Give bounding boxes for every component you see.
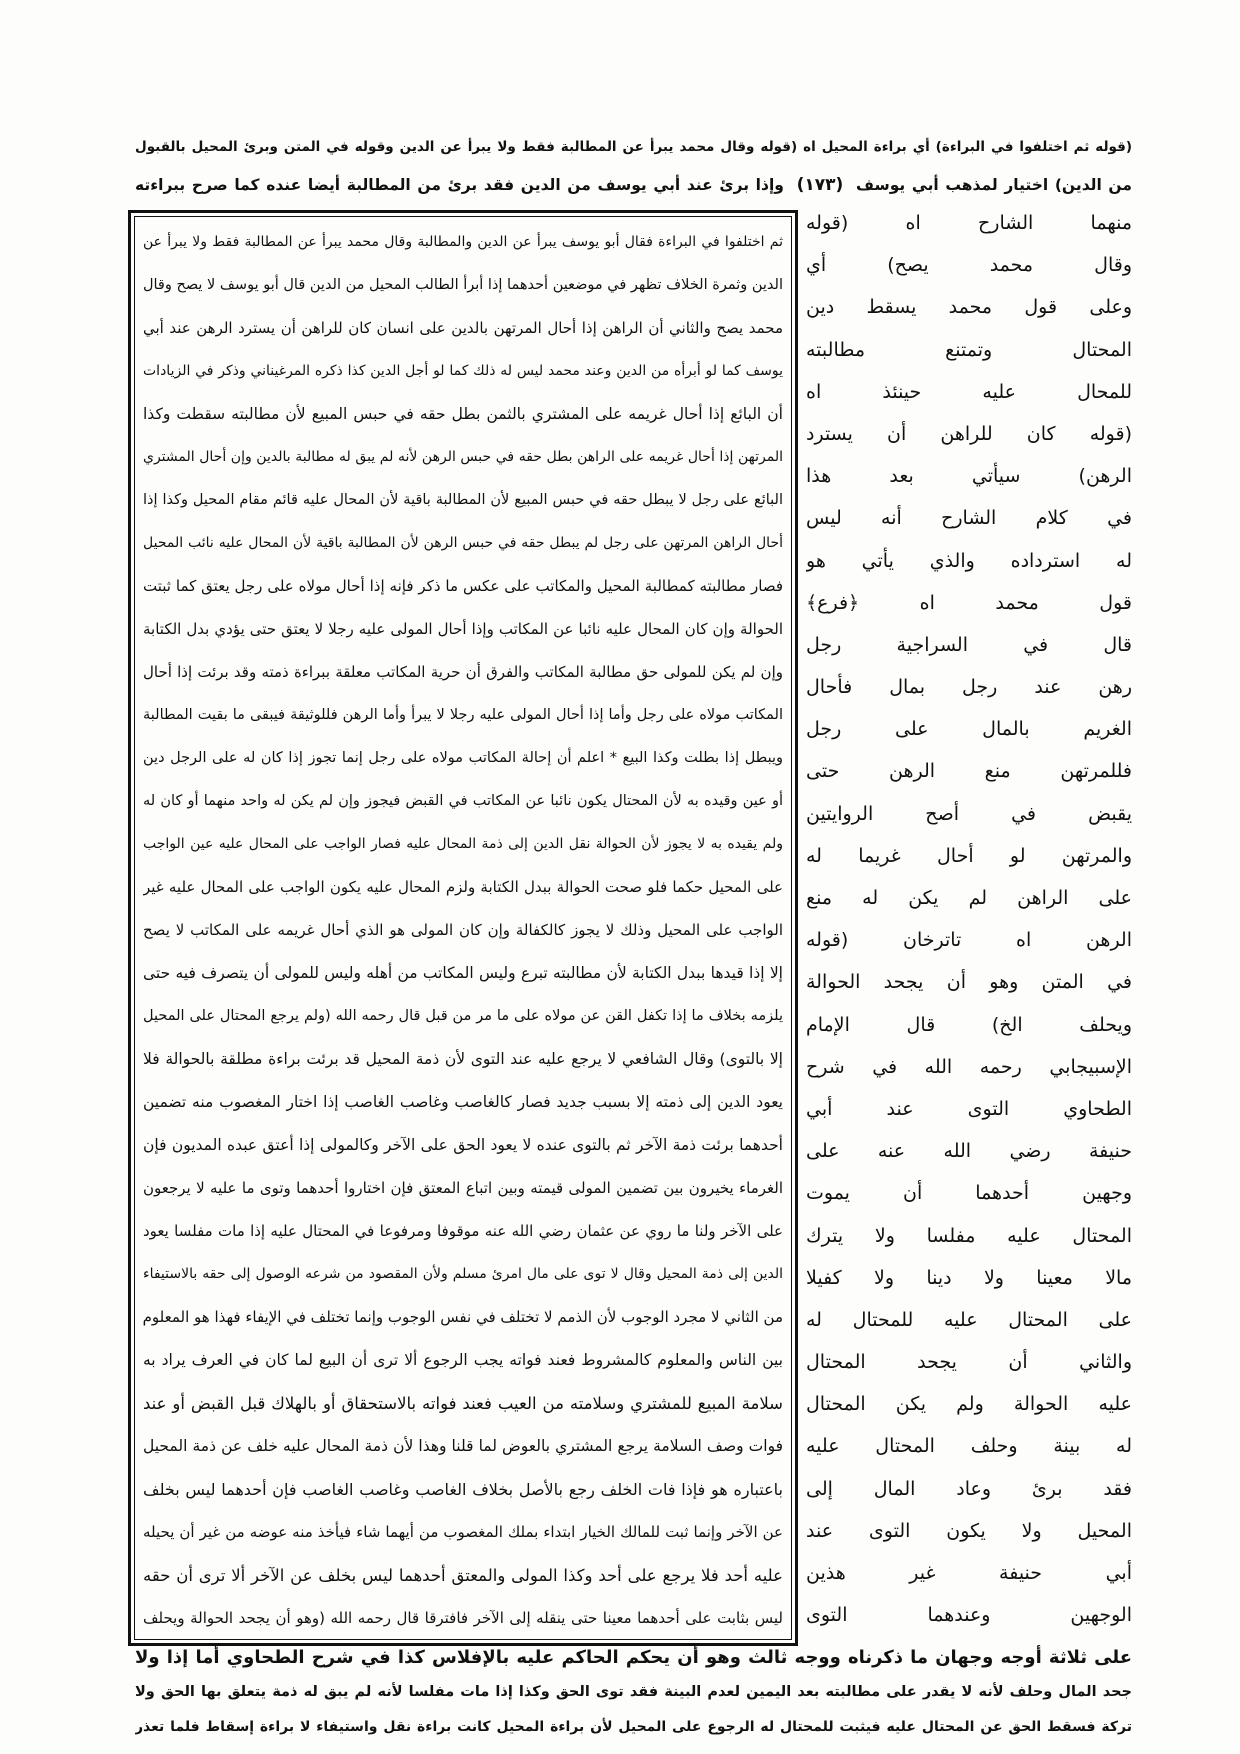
margin-note-line: للمحال عليه حينئذ اه: [806, 380, 1132, 403]
main-text-line: يلزمه بخلاف ما إذا تكفل القن عن مولاه على ما مر من قبل قال رحمه الله (ولم يرجع المحتال على المحيل: [143, 1008, 783, 1024]
main-text-line: ليس بثابت على أحدهما معينا حتى ينقله إلى الآخر فافترقا قال رحمه الله (وهو أن يجحد الحوالة ويحلف: [143, 1609, 783, 1627]
margin-note-line: رهن عند رجل بمال فأحال: [806, 676, 1132, 699]
margin-note-line: له استرداده والذي يأتي هو: [806, 549, 1132, 572]
margin-note-line: الرهن) سيأتي بعد هذا: [806, 465, 1132, 488]
main-text-line: يعود الدين إلى ذمته إلا بسبب جديد فصار كالغاصب وغاصب الغاصب إذا اختار المغصوب منه تضمين: [143, 1093, 783, 1111]
main-text-line: عن الآخر وإنما ثبت للمالك الخيار ابتداء بملك المغصوب من أيهما شاء فيأخذ منه عوضه من غير أن يحيله: [143, 1523, 783, 1541]
header-line-part: من الدين) اختيار لمذهب أبي يوسف: [856, 176, 1132, 194]
footer-note-line: على ثلاثة أوجه وجهان ما ذكرناه ووجه ثالث وهو أن يحكم الحاكم عليه بالإفلاس كذا في شرح الطحاوي أما إذا ولا: [135, 1647, 1132, 1668]
margin-note-line: عليه الحوالة ولم يكن المحتال: [806, 1393, 1132, 1416]
main-text-inner-frame: [134, 216, 792, 1640]
main-text-line: الدين إلى ذمة المحيل وقال لا توى على مال امرئ مسلم ولأن المقصود من شرعه الوصول إلى حقه بالاستيفاء: [143, 1266, 783, 1282]
main-text-line: ثم اختلفوا في البراءة فقال أبو يوسف يبرأ عن الدين والمطالبة وقال محمد يبرأ عن المطالبة فقط ولا يبرأ عن: [143, 234, 783, 250]
margin-note-line: (قوله كان للراهن أن يسترد: [806, 422, 1132, 445]
margin-note-line: وعلى قول محمد يسقط دين: [806, 296, 1132, 319]
main-text-line: من الثاني لا مجرد الوجوب لأن الذمم لا تختلف في نفس الوجوب وإنما تختلف في الإيفاء فهذا هو المعلوم: [143, 1308, 783, 1326]
main-text-box: [128, 210, 798, 1646]
main-text-line: البائع على رجل لا يبطل حقه في حبس المبيع لأن المطالبة باقية لأن المحال عليه قائم مقام المحيل وكذا إذا: [143, 492, 783, 508]
margin-note-line: الوجهين وعندهما التوى: [806, 1604, 1132, 1627]
margin-note-line: الغريم بالمال على رجل: [806, 718, 1132, 741]
margin-note-line: المحيل ولا يكون التوى عند: [806, 1519, 1132, 1542]
main-text-line: فوات وصف السلامة يرجع المشتري بالعوض لما قلنا وهذا لأن ذمة المحال عليه خلف عن ذمة المحيل: [143, 1437, 783, 1455]
margin-note-line: وجهين أحدهما أن يموت: [806, 1182, 1132, 1205]
main-text-line: الغرماء يخيرون بين تضمين المولى قيمته وبين اتباع المعتق فإن اختاروا أحدهما وتوى ما عليه لا يرجعون: [143, 1179, 783, 1197]
margin-note-line: منهما الشارح اه (قوله: [806, 212, 1132, 234]
margin-note-line: وقال محمد يصح) أي: [806, 254, 1132, 277]
main-text-line: أحدهما برئت ذمة الآخر ثم بالتوى عنده لا يعود الحق على الآخر وكالمولى إذا أعتق عبده المديون فإن: [143, 1136, 783, 1154]
main-text-line: المرتهن إذا أحال غريمه على الراهن بطل حقه في حبس الرهن لأنه لم يبق له مطالبة بالدين وإن أحال المشتري: [143, 449, 783, 465]
margin-note-line: قول محمد اه ﴿فرع﴾: [806, 591, 1132, 614]
margin-note-line: والمرتهن لو أحال غريما له: [806, 844, 1132, 867]
page-number: (١٧٣): [796, 175, 844, 195]
footer-note-line: جحد المال وحلف لأنه لا يقدر على مطالبته بعد اليمين لعدم البينة فقد توى الحق وكذا إذا مات مفلسا لأنه لم يبق له ذمة يتعلق بها الحق ولا: [135, 1684, 1132, 1700]
margin-note-line: يقبض في أصح الروايتين: [806, 802, 1132, 825]
main-text-line: أحال الراهن المرتهن على رجل لم يبطل حقه في حبس الرهن لأن المطالبة باقية لأن المحال عليه نائب المحيل: [143, 535, 783, 551]
margin-note-line: المحتال عليه مفلسا ولا يترك: [806, 1224, 1132, 1247]
margin-note-line: الطحاوي التوى عند أبي: [806, 1097, 1132, 1120]
margin-note-line: أبي حنيفة غير هذين: [806, 1562, 1132, 1584]
footer-note-line: تركة فسقط الحق عن المحتال عليه فيثبت للمحتال له الرجوع على المحيل لأن براءة المحيل كانت براءة نقل واستيفاء لا براءة إسقاط فلما تعذر: [135, 1719, 1132, 1735]
margin-note-line: والثاني أن يجحد المحتال: [806, 1351, 1132, 1374]
main-text-line: المكاتب مولاه على رجل وأما إذا أحال المولى عليه رجلا لا يبرأ وأما الرهن فللوثيقة فيبقى ما بقيت المطالبة: [143, 707, 783, 723]
margin-note-line: المحتال وتمتنع مطالبته: [806, 338, 1132, 361]
header-line-part: وإذا برئ عند أبي يوسف من الدين فقد برئ من المطالبة أيضا عنده كما صرح ببراءته: [135, 176, 784, 194]
main-text-body: [143, 221, 783, 1640]
margin-note-line: على المحتال عليه للمحتال له: [806, 1308, 1132, 1331]
header-commentary: [135, 128, 1132, 204]
margin-note-line: فقد برئ وعاد المال إلى: [806, 1477, 1132, 1500]
main-text-line: عليه أحد فلا يرجع على أحد وكذا المولى والمعتق أحدهما ليس بخلف عن الآخر ألا ترى أن حقه: [143, 1566, 783, 1585]
margin-note-line: مالا معينا ولا دينا ولا كفيلا: [806, 1266, 1132, 1289]
main-text-line: أن البائع إذا أحال غريمه على المشتري بالثمن بطل حقه في حبس المبيع لأن مطالبته سقطت وكذا: [143, 405, 783, 423]
main-text-line: فصار مطالبته كمطالبة المحيل والمكاتب على عكس ما ذكر فإنه إذا أحال مولاه على رجل يعتق كما ثبتت: [143, 577, 783, 595]
main-text-line: على المحيل حكما فلو صحت الحوالة ببدل الكتابة ولزم المحال عليه يكون الواجب على المحال عليه غير: [143, 878, 783, 896]
main-text-line: يوسف كما لو أبرأه من الدين وعند محمد ليس له ذلك كما لو أجل الدين كذا ذكره المرغيناني وذكر في الزيادات: [143, 363, 783, 379]
main-text-line: ويبطل إذا بطلت وكذا البيع * اعلم أن إحالة المكاتب مولاه على رجل إنما تجوز إذا كان له على الرجل دين: [143, 750, 783, 766]
margin-note-line: على الراهن لم يكن له منع: [806, 887, 1132, 909]
main-text-line: الواجب على المحيل وذلك لا يجوز كالكفالة وإن كان المولى هو الذي أحال غريمه على المكاتب لا يصح: [143, 921, 783, 939]
footer-commentary: [135, 1640, 1132, 1745]
main-text-line: بين الناس والمعلوم كالمشروط فعند فواته يجب الرجوع ألا ترى أن البيع لما كان في العرف يراد به: [143, 1351, 783, 1369]
main-text-line: أو عين وقيده به لأن المحتال يكون نائبا عن المكاتب في القبض فيجوز وإن لم يكن له واحد منهما أو كان له: [143, 793, 783, 809]
main-text-line: على الآخر ولنا ما روي عن عثمان رضي الله عنه موقوفا ومرفوعا في المحتال عليه إذا مات مفلسا يعود: [143, 1222, 783, 1240]
main-text-line: إلا إذا قيدها ببدل الكتابة لأن مطالبته تبرع وليس المكاتب من أهله وليس للمولى أن يتصرف فيه حتى: [143, 964, 783, 982]
header-line: (قوله ثم اختلفوا في البراءة) أي براءة المحيل اه (قوله وقال محمد يبرأ عن المطالبة فقط ولا يبرأ عن الدين وقوله في المتن وبرئ المحيل بالقبول: [135, 139, 1132, 155]
main-text-line: الدين وثمرة الخلاف تظهر في موضعين أحدهما إذا أبرأ الطالب المحيل من الدين قال أبو يوسف لا يصح وقال: [143, 277, 783, 293]
margin-note-line: الرهن اه تاترخان (قوله: [806, 929, 1132, 952]
main-text-line: الحوالة وإن كان المحال عليه نائبا عن المكاتب وإذا أحال المولى عليه رجلا لا يعتق حتى يؤدي بدل الكتابة: [143, 620, 783, 638]
main-text-line: ولم يقيده به لا يجوز لأن الحوالة نقل الدين إلى ذمة المحال عليه فصار الواجب على المحال عليه عين الواجب: [143, 836, 783, 852]
margin-note-line: قال في السراجية رجل: [806, 633, 1132, 656]
margin-note-line: له بينة وحلف المحتال عليه: [806, 1435, 1132, 1458]
margin-note-line: ويحلف الخ) قال الإمام: [806, 1013, 1132, 1036]
main-text-line: باعتباره هو فإذا فات الخلف رجع بالأصل بخلاف الغاصب وغاصب الغاصب فإن أحدهما ليس بخلف: [143, 1480, 783, 1499]
margin-commentary: [806, 202, 1132, 1636]
margin-note-line: الإسبيجابي رحمه الله في شرح: [806, 1055, 1132, 1078]
main-text-line: إلا بالتوى) وقال الشافعي لا يرجع عليه عند التوى لأن ذمة المحيل قد برئت براءة مطلقة بالحوالة فلا: [143, 1050, 783, 1068]
margin-note-line: حنيفة رضي الله عنه على: [806, 1140, 1132, 1163]
margin-note-line: في المتن وهو أن يجحد الحوالة: [806, 971, 1132, 994]
header-line: [135, 166, 1132, 204]
margin-note-line: فللمرتهن منع الرهن حتى: [806, 760, 1132, 783]
main-text-line: سلامة المبيع للمشتري وسلامته من العيب فعند فواته بالاستحقاق أو بالهلاك قبل القبض أو عند: [143, 1394, 783, 1413]
main-text-line: محمد يصح والثاني أن الراهن إذا أحال المرتهن بالدين على انسان كان للراهن أن يسترد الرهن عند أبي: [143, 319, 783, 337]
margin-note-line: في كلام الشارح أنه ليس: [806, 507, 1132, 530]
main-text-line: وإن لم يكن للمولى حق مطالبة المكاتب والفرق أن حرية المكاتب معلقة ببراءة ذمته وقد برئت إذا أحال: [143, 663, 783, 681]
